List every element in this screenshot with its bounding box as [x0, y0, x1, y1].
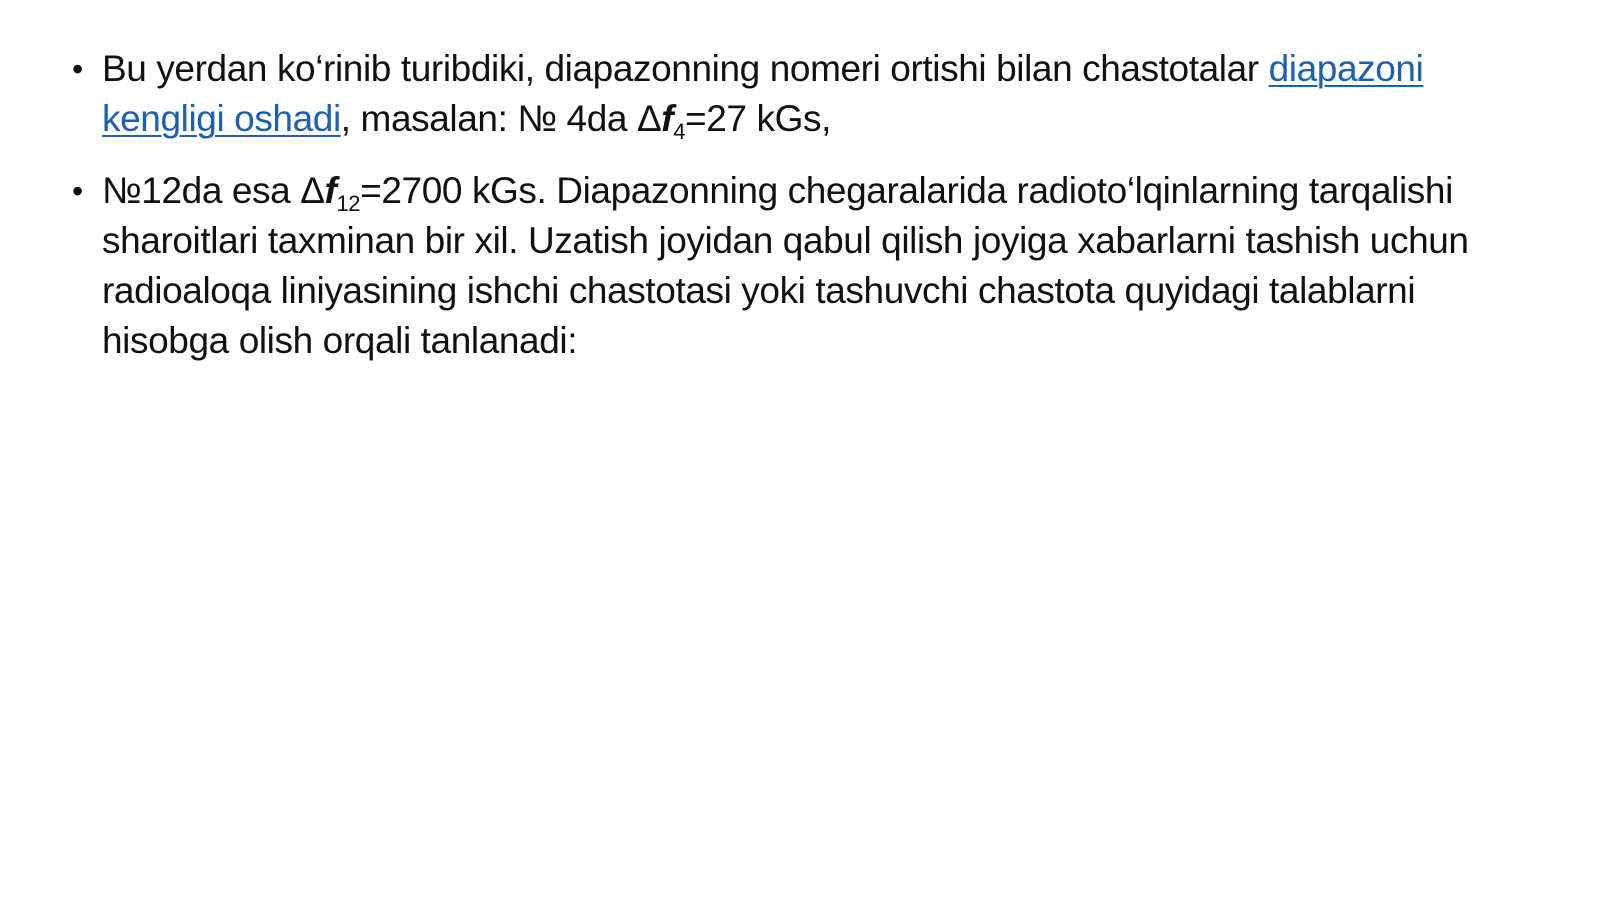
bullet-2-text-post: =2700 kGs. Diapazonning chegaralarida radioto‘lqinlarning tarqalishi sharoitlari taxminan bir xil. Uzatish joyidan qabul qilish joyiga xabarlarni tashish uchun radioaloqa liniyasining ishchi chastotasi yoki tashuvchi chastota quyidagi talablarni hisobga olish orqali tanlanadi:	[102, 170, 1469, 361]
frequency-subscript: 12	[336, 191, 361, 216]
hyperlink-diapazoni-kengligi[interactable]: diapazoni kengligi oshadi	[102, 48, 1424, 139]
bullet-dot-icon: •	[72, 51, 83, 87]
bullet-1-text: Bu yerdan ko‘rinib turibdiki, diapazonning nomeri ortishi bilan chastotalar	[102, 48, 1269, 89]
frequency-variable: f	[661, 98, 674, 139]
bullet-1-text-post: =27 kGs,	[685, 98, 831, 139]
bullet-item-2	[70, 166, 1550, 366]
frequency-variable: f	[324, 170, 337, 211]
bullet-list	[70, 44, 1550, 388]
bullet-2-text: №12da esa Δ	[102, 170, 325, 211]
bullet-1-text-mid: , masalan: № 4da Δ	[340, 98, 662, 139]
frequency-subscript: 4	[673, 119, 686, 144]
bullet-dot-icon: •	[72, 173, 83, 209]
bullet-item-1	[70, 44, 1550, 144]
